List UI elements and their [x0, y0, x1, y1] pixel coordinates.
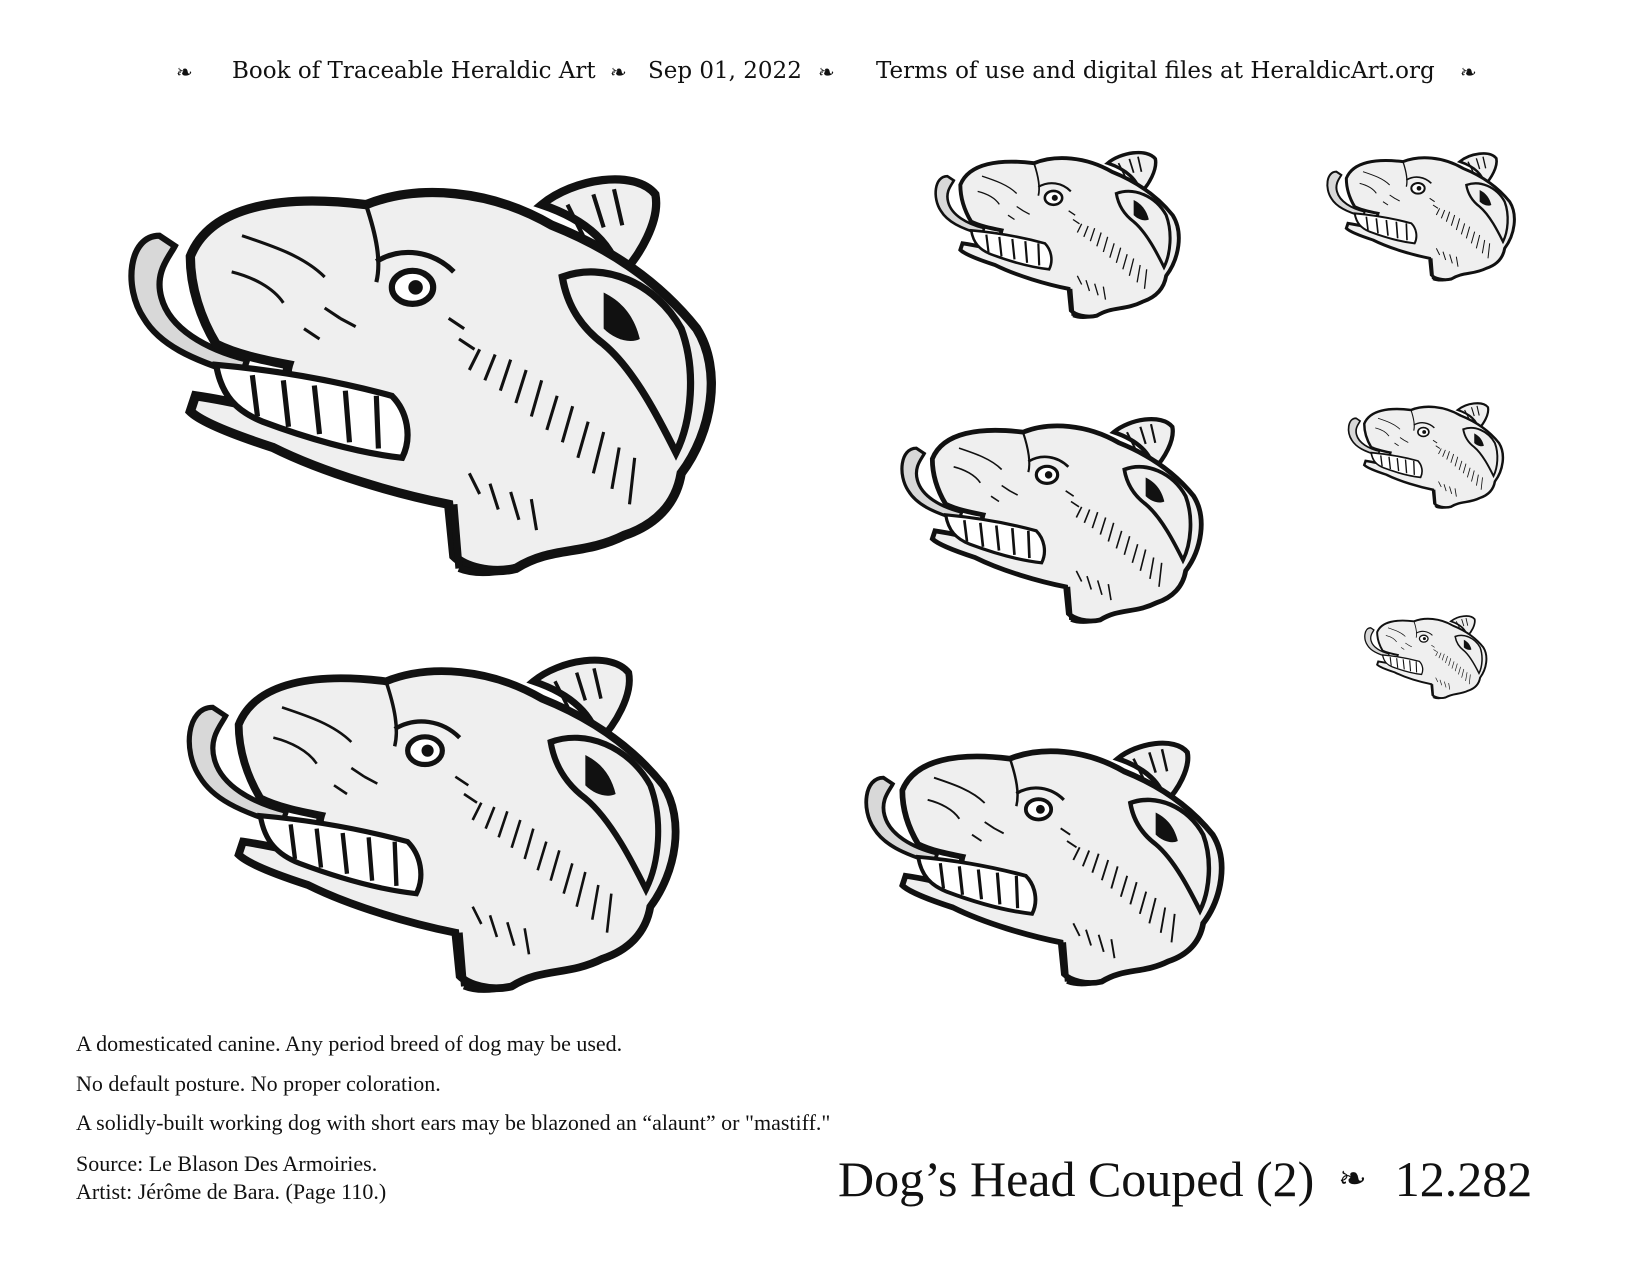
charge-name: Dog’s Head Couped (2) [838, 1151, 1315, 1207]
description-line: A domesticated canine. Any period breed of dog may be used. [76, 1031, 623, 1056]
dog-head-medium-1 [930, 140, 1190, 325]
fleuron-icon: ❧ [1338, 1161, 1367, 1198]
description-line: No default posture. No proper coloration. [76, 1071, 441, 1096]
dog-head-medium-3 [858, 725, 1238, 995]
dog-head-large-1 [118, 150, 738, 590]
plate-number: 12.282 [1394, 1151, 1533, 1207]
fleuron-icon: ❧ [1460, 60, 1477, 84]
dog-head-small-2 [1345, 395, 1510, 513]
description-line: A solidly-built working dog with short ears may be blazoned an “alaunt” or "mastiff." [76, 1110, 831, 1135]
source-credit: Source: Le Blason Des Armoiries. [76, 1151, 378, 1176]
terms-link[interactable]: Terms of use and digital files at HeraldicArt.org [876, 58, 1435, 84]
artist-credit: Artist: Jérôme de Bara. (Page 110.) [76, 1179, 387, 1204]
fleuron-icon: ❧ [818, 60, 835, 84]
dog-head-medium-2 [895, 405, 1215, 630]
dog-head-small-3 [1362, 610, 1492, 702]
page-header [0, 58, 1650, 98]
fleuron-icon: ❧ [610, 60, 627, 84]
fleuron-icon: ❧ [176, 60, 193, 84]
dog-head-large-2 [178, 635, 698, 1005]
plate-title [838, 1150, 1532, 1208]
dog-head-small-1 [1323, 145, 1523, 285]
book-title: Book of Traceable Heraldic Art [232, 58, 596, 84]
date: Sep 01, 2022 [648, 58, 802, 84]
